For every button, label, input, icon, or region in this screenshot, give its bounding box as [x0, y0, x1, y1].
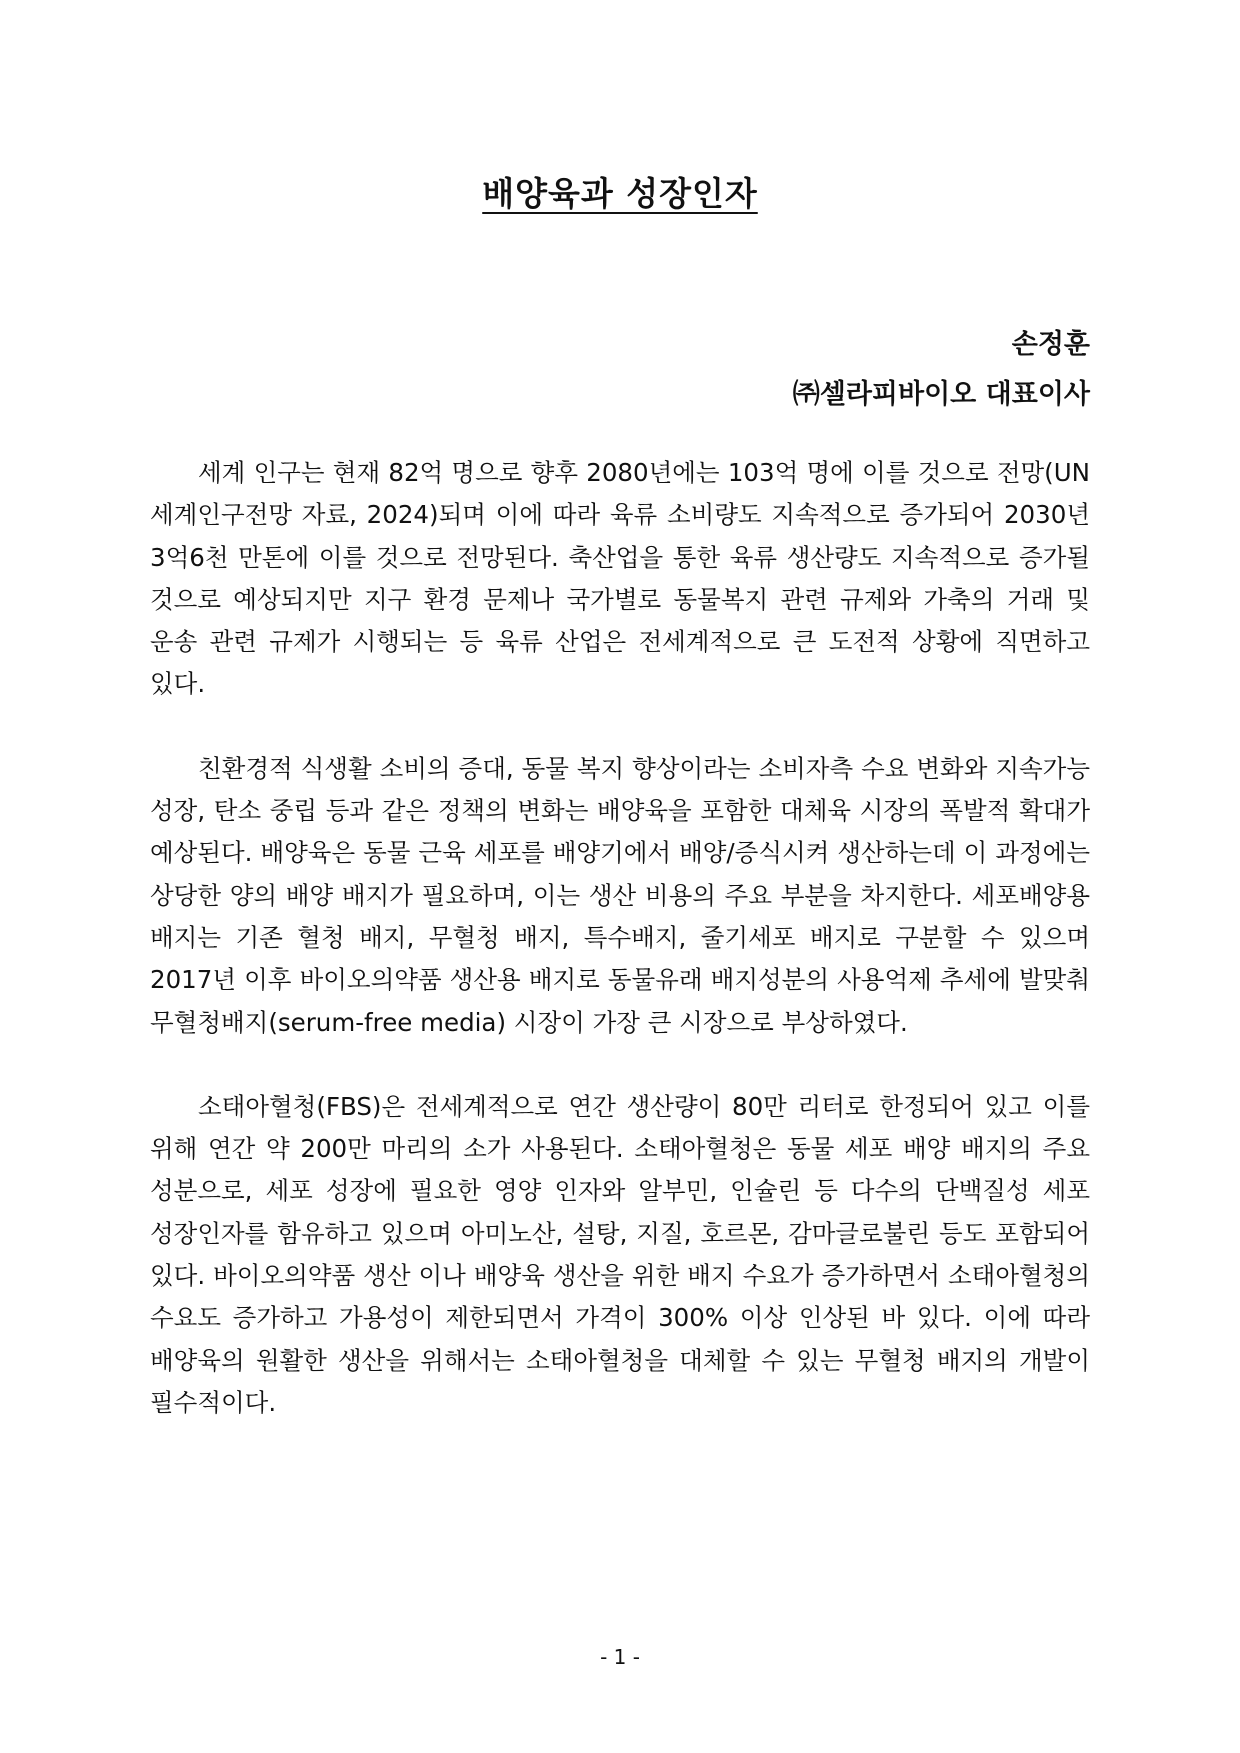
- author-block: [793, 320, 1090, 420]
- document-title: [0, 168, 1240, 215]
- paragraph-1: 세계 인구는 현재 82억 명으로 향후 2080년에는 103억 명에 이를 것으로 전망(UN 세계인구전망 자료, 2024)되며 이에 따라 육류 소비량도 지속적으로 증가되어 2030년 3억6천 만톤에 이를 것으로 전망된다. 축산업을 통한 육류 생산량도 지속적으로 증가될 것으로 예상되지만 지구 환경 문제나 국가별로 동물복지 관련 규제와 가축의 거래 및 운송 관련 규제가 시행되는 등 육류 산업은 전세계적으로 큰 도전적 상황에 직면하고 있다.: [150, 458, 1090, 699]
- paragraph-3: 소태아혈청(FBS)은 전세계적으로 연간 생산량이 80만 리터로 한정되어 있고 이를 위해 연간 약 200만 마리의 소가 사용된다. 소태아혈청은 동물 세포 배양 배지의 주요 성분으로, 세포 성장에 필요한 영양 인자와 알부민, 인슐린 등 다수의 단백질성 세포 성장인자를 함유하고 있으며 아미노산, 설탕, 지질, 호르몬, 감마글로불린 등도 포함되어 있다. 바이오의약품 생산 이나 배양육 생산을 위한 배지 수요가 증가하면서 소태아혈청의 수요도 증가하고 가용성이 제한되면서 가격이 300% 이상 인상된 바 있다. 이에 따라 배양육의 원활한 생산을 위해서는 소태아혈청을 대체할 수 있는 무혈청 배지의 개발이 필수적이다.: [150, 1091, 1090, 1417]
- author-name: 손정훈: [1011, 329, 1090, 360]
- paragraph-2: 친환경적 식생활 소비의 증대, 동물 복지 향상이라는 소비자측 수요 변화와 지속가능 성장, 탄소 중립 등과 같은 정책의 변화는 배양육을 포함한 대체육 시장의 폭발적 확대가 예상된다. 배양육은 동물 근육 세포를 배양기에서 배양/증식시켜 생산하는데 이 과정에는 상당한 양의 배양 배지가 필요하며, 이는 생산 비용의 주요 부분을 차지한다. 세포배양용 배지는 기존 혈청 배지, 무혈청 배지, 특수배지, 줄기세포 배지로 구분할 수 있으며 2017년 이후 바이오의약품 생산용 배지로 동물유래 배지성분의 사용억제 추세에 발맞춰 무혈청배지(serum-free media) 시장이 가장 큰 시장으로 부상하였다.: [150, 753, 1090, 1037]
- author-affiliation: ㈜셀라피바이오 대표이사: [792, 379, 1090, 410]
- title-text: 배양육과 성장인자: [482, 174, 758, 213]
- page-number: - 1 -: [600, 1645, 640, 1669]
- body-text: [150, 452, 1090, 1466]
